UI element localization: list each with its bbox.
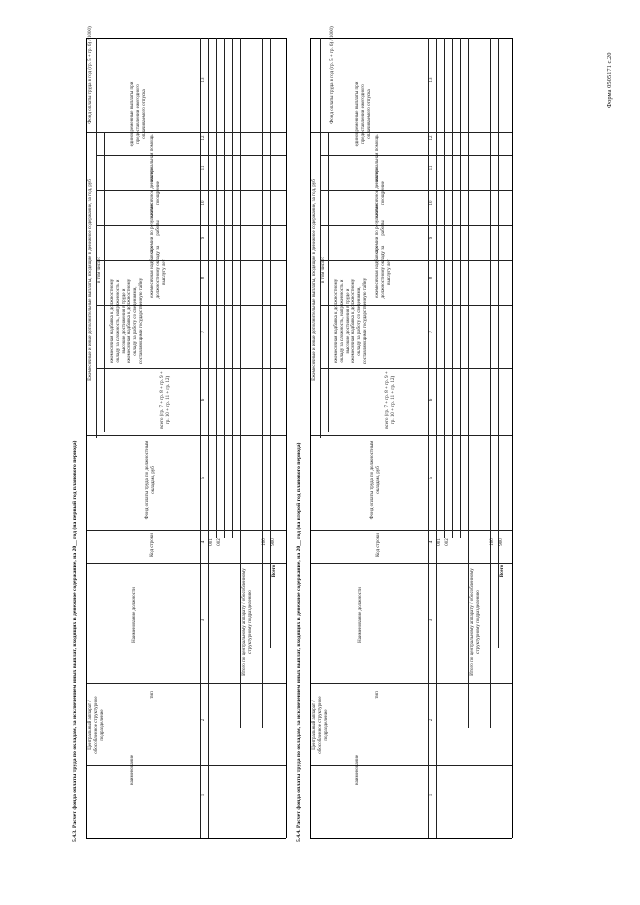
- col-code-2: Код строки: [376, 533, 381, 557]
- col-11-2: материальная помощь: [375, 134, 380, 182]
- colnum-1: 1: [201, 793, 206, 797]
- col-7-2: ежемесячная надбавка к должностному окладу за сложность, напряженность и высокие достижения в труде и ежемесячная надбавка к должностному окладу за работу со сведениями, составляющими государственную тайну: [334, 277, 368, 365]
- colnum-4-2: 4: [429, 540, 434, 544]
- col-fund-salary: Фонд оплаты труда по должностным окладам, руб: [145, 440, 156, 520]
- row-code-100-2: 100: [490, 538, 495, 546]
- colnum-12-2: 12: [429, 135, 434, 141]
- form-code: Форма 0505171 с.20: [606, 52, 613, 108]
- colnum-11-2: 11: [429, 165, 434, 171]
- colnum-6-2: 6: [429, 398, 434, 402]
- colnum-7-2: 7: [429, 330, 434, 334]
- col-position: Наименование должности: [132, 587, 137, 643]
- col-total-2: всего (гр. 7 + гр. 8 + гр. 9 + гр. 10 + гр. 11 + гр. 12): [385, 371, 396, 429]
- colnum-2-2: 2: [429, 718, 434, 722]
- col-incl: в том числе:: [97, 256, 102, 284]
- col-fund-salary-2: Фонд оплаты труда по должностным окладам, руб: [370, 440, 381, 520]
- colnum-3: 3: [201, 618, 206, 622]
- colnum-13-2: 13: [429, 77, 434, 83]
- colnum-9-2: 9: [429, 236, 434, 240]
- total-label-2: Всего: [500, 564, 505, 578]
- col-name: наименование: [130, 754, 135, 786]
- colnum-2: 2: [201, 718, 206, 722]
- col-8: ежемесячная надбавка к должностному окладу за выслугу лет: [150, 245, 167, 299]
- colnum-8: 8: [201, 276, 206, 280]
- colnum-8-2: 8: [429, 276, 434, 280]
- col-total: всего (гр. 7 + гр. 8 + гр. 9 + гр. 10 + гр. 11 + гр. 12): [160, 371, 171, 429]
- row-code-002-2: 002: [445, 538, 450, 546]
- col-13-2: Фонд оплаты труда в год (гр. 5 + гр. 6) / 1000): [330, 26, 335, 124]
- row-code-100: 100: [262, 538, 267, 546]
- subtotal-label-2: Итого по центральному аппарату / обособленному структурному подразделению: [470, 568, 481, 676]
- row-code-900-2: 900: [499, 538, 504, 546]
- colnum-4: 4: [201, 540, 206, 544]
- col-7: ежемесячная надбавка к должностному окладу за сложность, напряженность и высокие достижения в труде и ежемесячная надбавка к должностному окладу за работу со сведениями, составляющими государственную тайну: [110, 277, 144, 365]
- col-group-unit: Центральный аппарат / обособленное структурное подразделение: [88, 696, 105, 754]
- colnum-5: 5: [201, 476, 206, 480]
- col-12: единовременные выплаты при предоставлении ежегодного оплачиваемого отпуска: [130, 81, 147, 147]
- colnum-6: 6: [201, 398, 206, 402]
- colnum-3-2: 3: [429, 618, 434, 622]
- row-code-900: 900: [271, 538, 276, 546]
- col-type: тип: [150, 691, 155, 699]
- section-heading-5-4-3: 5.4.3. Расчет фонда оплаты труда по окладам, за исключением иных выплат, входящих в денежное содержание, на 20__ год (на первый год планового периода): [72, 440, 78, 842]
- colnum-13: 13: [201, 77, 206, 83]
- col-10-2: ежемесячное денежное поощрение: [375, 168, 386, 218]
- col-8-2: ежемесячная надбавка к должностному окладу за выслугу лет: [375, 245, 392, 299]
- col-11: материальная помощь: [150, 134, 155, 182]
- row-code-002: 002: [217, 538, 222, 546]
- col-group-unit-2: Центральный аппарат / обособленное структурное подразделение: [312, 696, 329, 754]
- col-type-2: тип: [375, 691, 380, 699]
- total-label: Всего: [272, 564, 277, 578]
- col-name-2: наименование: [355, 754, 360, 786]
- col-13: Фонд оплаты труда в год (гр. 5 + гр. 6) / 1000): [88, 26, 93, 124]
- colnum-7: 7: [201, 330, 206, 334]
- col-12-2: единовременные выплаты при предоставлении ежегодного оплачиваемого отпуска: [355, 81, 372, 147]
- col-9: премии по результатам работы: [150, 203, 161, 253]
- colnum-11: 11: [201, 165, 206, 171]
- colnum-12: 12: [201, 135, 206, 141]
- colnum-1-2: 1: [429, 793, 434, 797]
- subtotal-label: Итого по центральному аппарату / обособленному структурному подразделению: [242, 568, 253, 676]
- col-incl-2: в том числе:: [321, 256, 326, 284]
- row-code-001-2: 001: [437, 538, 442, 546]
- col-code: Код строки: [150, 533, 155, 557]
- col-group-other: Ежемесячные и иные дополнительные выплаты, входящие в денежное содержание, за год, руб: [88, 179, 93, 381]
- col-9-2: премии по результатам работы: [375, 203, 386, 253]
- col-10: ежемесячное денежное поощрение: [150, 168, 161, 218]
- colnum-9: 9: [201, 236, 206, 240]
- section-heading-5-4-4: 5.4.4. Расчет фонда оплаты труда по окладам, за исключением иных выплат, входящих в денежное содержание, на 20__ год (на второй год планового периода): [296, 442, 302, 842]
- row-code-001: 001: [209, 538, 214, 546]
- colnum-5-2: 5: [429, 476, 434, 480]
- col-position-2: Наименование должности: [358, 587, 363, 643]
- colnum-10-2: 10: [429, 200, 434, 206]
- colnum-10: 10: [201, 200, 206, 206]
- col-group-other-2: Ежемесячные и иные дополнительные выплаты, входящие в денежное содержание, за год, руб: [312, 179, 317, 381]
